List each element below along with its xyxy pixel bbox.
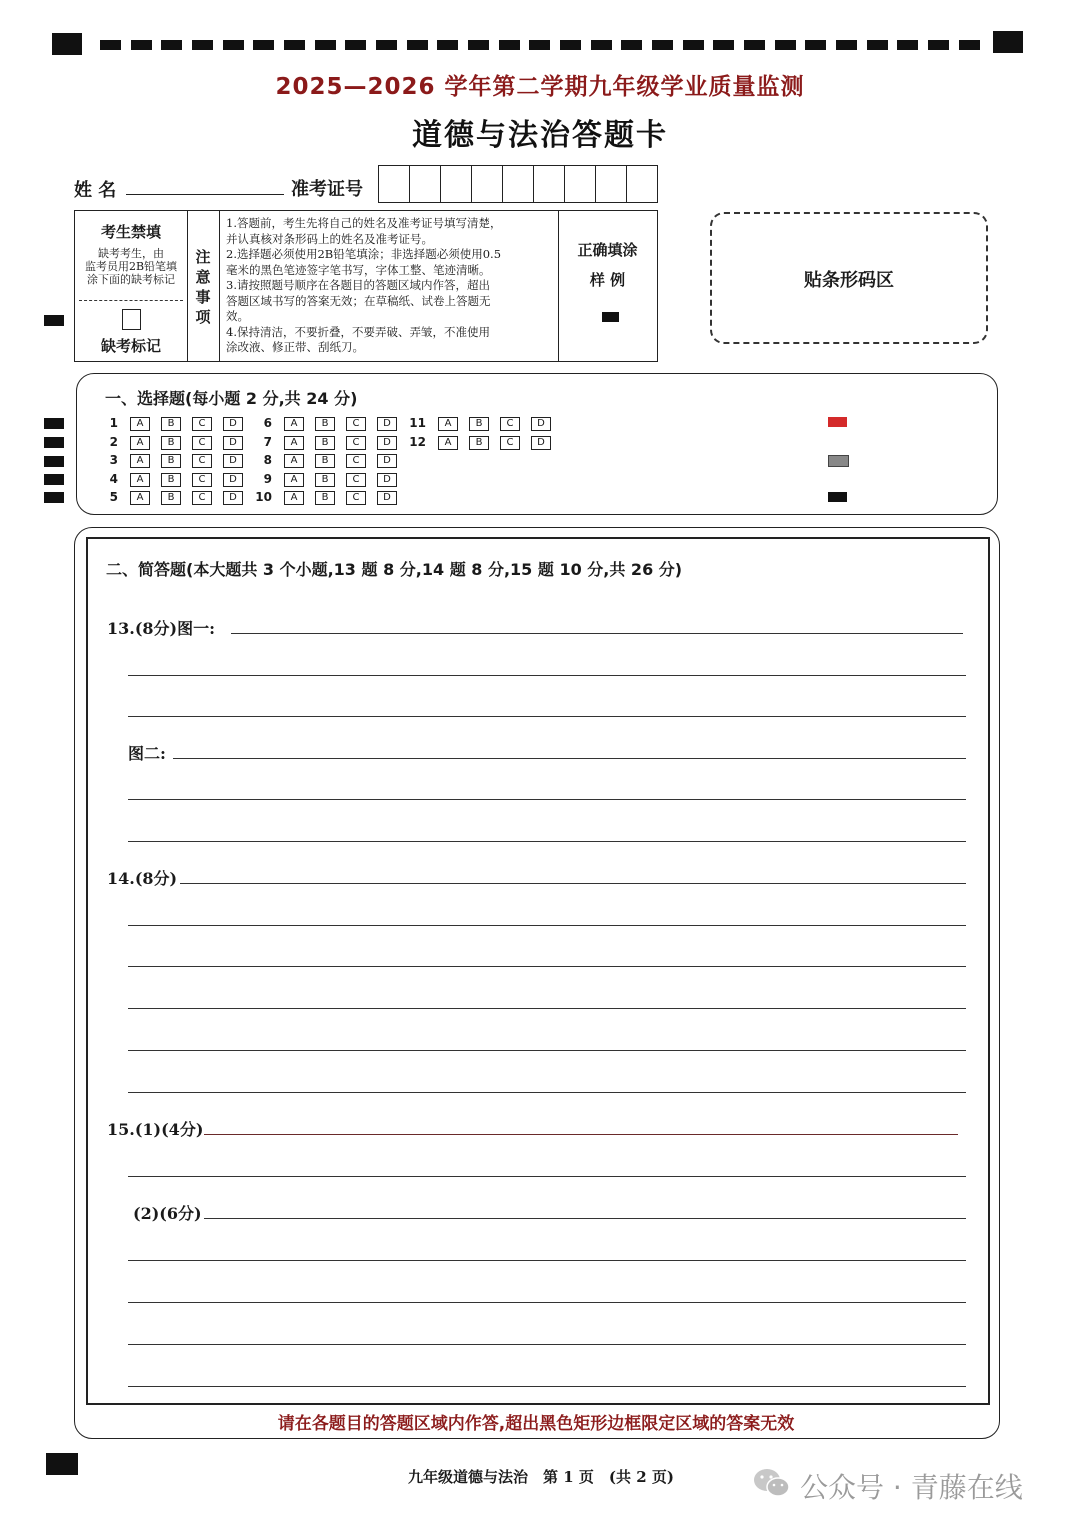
exam-title: 2025—2026 学年第二学期九年级学业质量监测 — [275, 74, 805, 100]
barcode-label: 贴条形码区 — [804, 270, 894, 291]
q13-fig2-label: 图二: — [128, 744, 166, 763]
absent-section — [75, 211, 188, 361]
legend-mark-red — [828, 417, 847, 427]
mcq-option-bubble[interactable]: C — [500, 436, 520, 450]
mcq-question-number: 4 — [109, 472, 118, 486]
q14-line-3[interactable] — [128, 966, 966, 967]
mcq-option-bubble[interactable]: C — [500, 417, 520, 431]
mcq-option-bubble[interactable]: D — [223, 417, 243, 431]
mcq-option-bubble[interactable]: C — [346, 473, 366, 487]
side-mark-2 — [44, 437, 64, 448]
mcq-option-bubble[interactable]: D — [377, 436, 397, 450]
side-mark-notice — [44, 315, 64, 326]
mcq-question-number: 11 — [409, 416, 426, 430]
short-answer-frame — [86, 537, 990, 1405]
absent-title: 考生禁填 — [100, 223, 161, 241]
mcq-option-bubble[interactable]: A — [130, 473, 150, 487]
mcq-option-bubble[interactable]: A — [284, 436, 304, 450]
q14-line-6[interactable] — [128, 1092, 966, 1093]
mcq-option-bubble[interactable]: B — [315, 417, 335, 431]
q15-2-line-5[interactable] — [128, 1386, 966, 1387]
notice-box — [74, 210, 658, 362]
instruction-line-6: 答题区域书写的答案无效；在草稿纸、试卷上答题无 — [226, 293, 491, 308]
mcq-question-number: 1 — [109, 416, 118, 430]
section1-title: 一、选择题(每小题 2 分,共 24 分) — [105, 389, 358, 408]
mcq-option-bubble[interactable]: D — [377, 417, 397, 431]
absent-text-1: 缺考考生，由 — [98, 247, 164, 260]
mcq-option-bubble[interactable]: A — [438, 417, 458, 431]
mcq-option-bubble[interactable]: D — [223, 491, 243, 505]
side-mark-1 — [44, 418, 64, 429]
q13-label: 13.(8分)图一: — [107, 619, 216, 638]
q13-line-1[interactable] — [231, 633, 963, 634]
mcq-option-bubble[interactable]: A — [130, 417, 150, 431]
mcq-option-bubble[interactable]: B — [161, 454, 181, 468]
mcq-question-number: 6 — [263, 416, 272, 430]
mcq-option-bubble[interactable]: D — [223, 473, 243, 487]
instruction-line-4: 毫米的黑色笔迹签字笔书写，字体工整、笔迹清晰。 — [226, 262, 491, 277]
mcq-option-bubble[interactable]: A — [438, 436, 458, 450]
mcq-option-bubble[interactable]: B — [469, 417, 489, 431]
attention-char-1: 注 — [195, 248, 211, 266]
mcq-option-bubble[interactable]: D — [377, 454, 397, 468]
q13-line-4[interactable] — [173, 758, 966, 759]
attention-column — [187, 211, 220, 361]
section2-title: 二、简答题(本大题共 3 个小题,13 题 8 分,14 题 8 分,15 题 10 分,共 26 分) — [106, 560, 683, 579]
absent-mark-label: 缺考标记 — [100, 337, 161, 355]
q15-1-line-1[interactable] — [204, 1134, 958, 1135]
mcq-option-bubble[interactable]: B — [161, 436, 181, 450]
q15-2-line-1[interactable] — [204, 1218, 966, 1219]
watermark: 公众号 · 青藤在线 — [800, 1471, 1023, 1504]
q15-2-label: (2)(6分) — [133, 1204, 202, 1223]
q13-line-6[interactable] — [128, 841, 966, 842]
side-mark-5 — [44, 492, 64, 503]
boundary-warning: 请在各题目的答题区域内作答,超出黑色矩形边框限定区域的答案无效 — [277, 1414, 795, 1434]
legend-mark-grey — [828, 455, 849, 467]
instruction-line-1: 1.答题前，考生先将自己的姓名及准考证号填写清楚， — [226, 216, 502, 230]
mcq-option-bubble[interactable]: A — [284, 473, 304, 487]
q14-line-2[interactable] — [128, 925, 966, 926]
q13-line-2[interactable] — [128, 675, 966, 676]
mcq-option-bubble[interactable]: D — [531, 417, 551, 431]
name-label: 姓 名 — [74, 180, 117, 201]
mcq-option-bubble[interactable]: A — [130, 436, 150, 450]
mcq-option-bubble[interactable]: C — [192, 417, 212, 431]
mcq-option-bubble[interactable]: A — [130, 491, 150, 505]
barcode-area[interactable] — [710, 212, 988, 344]
mcq-option-bubble[interactable]: A — [284, 491, 304, 505]
mcq-option-bubble[interactable]: B — [161, 473, 181, 487]
absent-text-2: 监考员用2B铅笔填 — [84, 260, 178, 273]
q15-2-line-2[interactable] — [128, 1260, 966, 1261]
instruction-line-3: 2.选择题必须使用2B铅笔填涂；非选择题必须使用0.5 — [226, 247, 502, 261]
instructions — [219, 211, 559, 361]
mcq-option-bubble[interactable]: D — [377, 491, 397, 505]
fill-sample — [558, 211, 657, 361]
q14-line-1[interactable] — [180, 883, 966, 884]
mcq-option-bubble[interactable]: C — [192, 436, 212, 450]
mcq-option-bubble[interactable]: D — [223, 454, 243, 468]
mcq-question-number: 5 — [109, 490, 118, 504]
mcq-option-bubble[interactable]: B — [315, 436, 335, 450]
mcq-option-bubble[interactable]: B — [161, 417, 181, 431]
answer-card-title: 道德与法治答题卡 — [412, 118, 668, 153]
wechat-icon — [752, 1466, 792, 1500]
side-mark-4 — [44, 474, 64, 485]
mcq-option-bubble[interactable]: C — [346, 436, 366, 450]
absent-mark-box[interactable] — [122, 309, 141, 330]
registration-mark-top-left — [52, 33, 82, 55]
instruction-line-5: 3.请按照题号顺序在各题目的答题区域内作答，超出 — [226, 278, 490, 292]
mcq-option-bubble[interactable]: C — [346, 454, 366, 468]
timing-track-top — [100, 40, 980, 50]
mcq-question-number: 3 — [109, 453, 118, 467]
absent-text-3: 涂下面的缺考标记 — [87, 273, 175, 286]
name-field[interactable] — [126, 176, 284, 195]
mcq-option-bubble[interactable]: C — [192, 473, 212, 487]
mcq-option-bubble[interactable]: C — [346, 491, 366, 505]
instruction-line-9: 涂改液、修正带、刮纸刀。 — [226, 340, 364, 354]
q14-label: 14.(8分) — [107, 869, 178, 888]
exam-id-label: 准考证号 — [291, 179, 363, 200]
q14-line-4[interactable] — [128, 1008, 966, 1009]
mcq-question-number: 12 — [409, 435, 426, 449]
mcq-option-bubble[interactable]: A — [130, 454, 150, 468]
mcq-option-bubble[interactable]: B — [315, 473, 335, 487]
filled-sample-mark — [602, 312, 619, 322]
attention-char-2: 意 — [195, 268, 211, 286]
mcq-option-bubble[interactable]: C — [346, 417, 366, 431]
mcq-question-number: 8 — [263, 453, 272, 467]
exam-id-boxes[interactable] — [378, 165, 658, 203]
instruction-line-8: 4.保持清洁，不要折叠，不要弄破、弄皱，不准使用 — [226, 324, 490, 339]
mcq-question-number: 2 — [109, 435, 118, 449]
mcq-option-bubble[interactable]: D — [223, 436, 243, 450]
mcq-question-number: 9 — [263, 472, 272, 486]
q15-2-line-4[interactable] — [128, 1344, 966, 1345]
instruction-line-7: 效。 — [226, 309, 249, 323]
registration-mark-top-right — [993, 31, 1023, 53]
mcq-option-bubble[interactable]: C — [192, 491, 212, 505]
legend-mark-black — [828, 492, 847, 502]
sample-label-1: 正确填涂 — [577, 241, 638, 259]
q15-2-line-3[interactable] — [128, 1302, 966, 1303]
q15-1-line-2[interactable] — [128, 1176, 966, 1177]
q13-line-5[interactable] — [128, 799, 966, 800]
q13-line-3[interactable] — [128, 716, 966, 717]
attention-char-4: 项 — [195, 308, 211, 326]
side-mark-3 — [44, 456, 64, 467]
mcq-option-bubble[interactable]: A — [284, 454, 304, 468]
mcq-option-bubble[interactable]: B — [315, 491, 335, 505]
mcq-option-bubble[interactable]: A — [284, 417, 304, 431]
mcq-option-bubble[interactable]: B — [161, 491, 181, 505]
mcq-option-bubble[interactable]: D — [531, 436, 551, 450]
mcq-option-bubble[interactable]: B — [315, 454, 335, 468]
page-info: 九年级道德与法治 第 1 页 (共 2 页) — [408, 1468, 674, 1486]
mcq-option-bubble[interactable]: D — [377, 473, 397, 487]
q15-1-label: 15.(1)(4分) — [107, 1120, 204, 1139]
instruction-line-2: 并认真核对条形码上的姓名及准考证号。 — [226, 231, 433, 246]
mcq-option-bubble[interactable]: B — [469, 436, 489, 450]
mcq-question-number: 7 — [263, 435, 272, 449]
mcq-question-number: 10 — [255, 490, 272, 504]
sample-label-2: 样 例 — [589, 271, 626, 289]
q14-line-5[interactable] — [128, 1050, 966, 1051]
attention-char-3: 事 — [195, 288, 211, 306]
mcq-option-bubble[interactable]: C — [192, 454, 212, 468]
registration-mark-bottom-left — [46, 1453, 78, 1475]
